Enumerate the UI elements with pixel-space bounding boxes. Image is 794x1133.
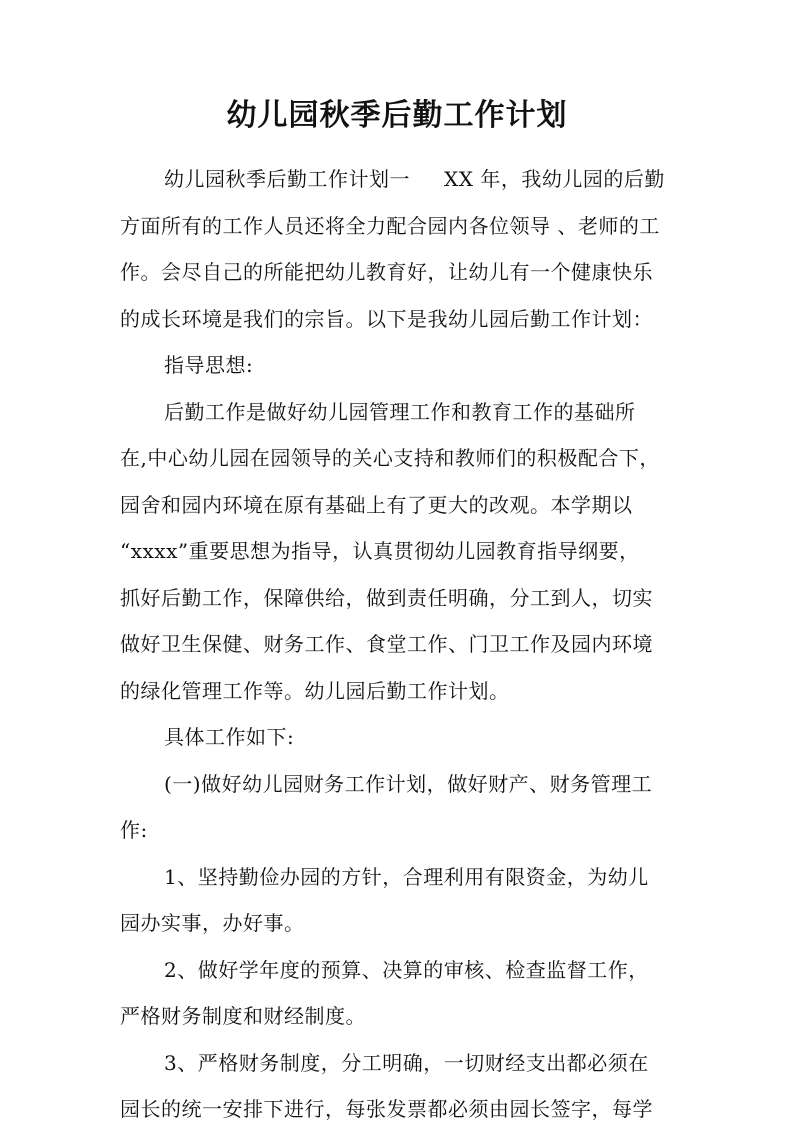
paragraph-line: “xxxx”重要思想为指导，认真贯彻幼儿园教育指导纲要， (120, 539, 640, 563)
list-item-line: 1、坚持勤俭办园的方针，合理利用有限资金，为幼儿 (164, 864, 649, 889)
list-item-line: 3、严格财务制度，分工明确，一切财经支出都必须在 (164, 1050, 649, 1075)
paragraph-line: 后勤工作是做好幼儿园管理工作和教育工作的基础所 (164, 399, 636, 424)
paragraph-line: 抓好后勤工作，保障供给，做到责任明确，分工到人，切实 (120, 585, 653, 610)
document-body (120, 156, 690, 1133)
paragraph-line: 园舍和园内环境在原有基础上有了更大的改观。本学期以 (120, 492, 633, 517)
paragraph-text: XX 年，我幼儿园的后勤 (444, 167, 665, 191)
list-item-line: 严格财务制度和财经制度。 (120, 1004, 366, 1028)
document-title: 幼儿园秋季后勤工作计划 (226, 98, 568, 133)
list-item-line: 园办实事，办好事。 (120, 911, 305, 935)
paragraph-line (120, 156, 690, 203)
paragraph-line: 做好卫生保健、财务工作、食堂工作、门卫工作及园内环境 (120, 632, 653, 656)
paragraph-line: 在,中心幼儿园在园领导的关心支持和教师们的积极配合下， (120, 446, 660, 470)
section-heading: 指导思想: (164, 353, 254, 377)
paragraph-line: 作。会尽自己的所能把幼儿教育好，让幼儿有一个健康快乐 (120, 260, 653, 284)
paragraph-line: (一)做好幼儿园财务工作计划，做好财产、财务管理工 (164, 771, 653, 796)
list-item-line: 园长的统一安排下进行，每张发票都必须由园长签字，每学 (120, 1097, 653, 1121)
list-item-line: 2、做好学年度的预算、决算的审核、检查监督工作， (164, 957, 649, 982)
section-heading: 具体工作如下: (164, 725, 295, 749)
paragraph-line: 的成长环境是我们的宗旨。以下是我幼儿园后勤工作计划： (120, 306, 653, 331)
section-heading-inline: 幼儿园秋季后勤工作计划一 (164, 167, 410, 191)
paragraph-line: 方面所有的工作人员还将全力配合园内各位领导 、老师的工 (120, 213, 660, 238)
paragraph-line: 作: (120, 818, 148, 842)
paragraph-line: 的绿化管理工作等。幼儿园后勤工作计划。 (120, 678, 510, 703)
